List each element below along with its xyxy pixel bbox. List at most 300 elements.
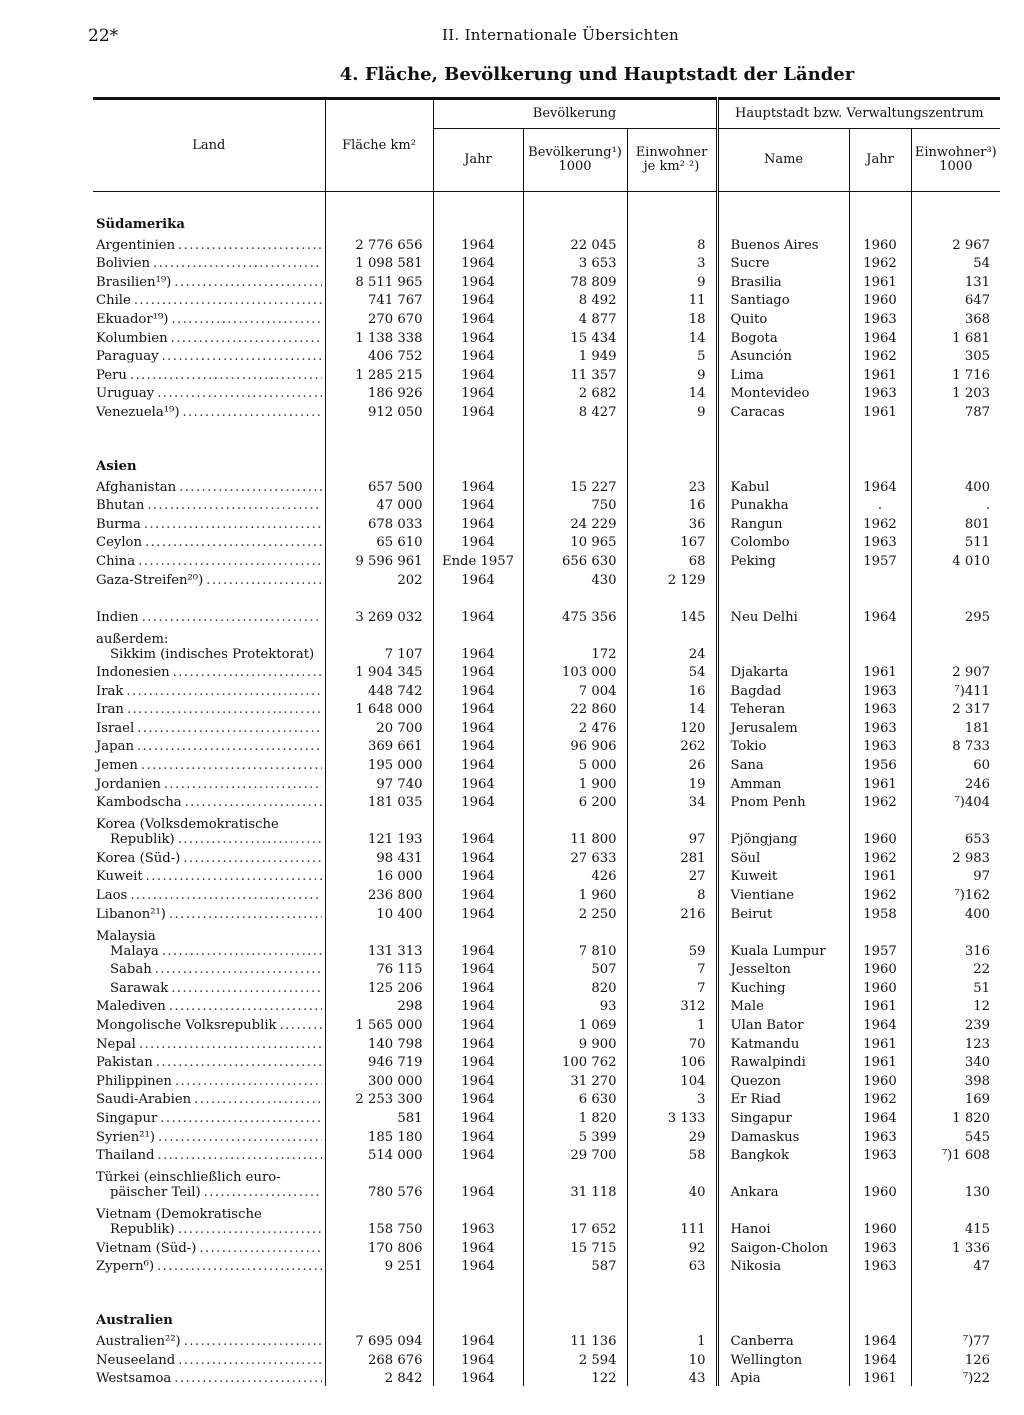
capital-pop-cell: 316 [911, 922, 1000, 959]
capital-year-cell: 1961 [849, 401, 911, 420]
density-cell: 111 [627, 1200, 717, 1237]
country-prefix: Korea (Volksdemokratische [96, 817, 279, 833]
population-cell: 31 270 [523, 1070, 627, 1089]
empty-cell [523, 434, 627, 476]
capital-pop-cell: 647 [911, 290, 1000, 309]
population-cell: 11 800 [523, 810, 627, 847]
capital-name-cell: Hanoi [717, 1200, 849, 1237]
country-cell [93, 903, 325, 922]
country-name: Burma [96, 516, 141, 532]
capital-pop-cell: 4 010 [911, 550, 1000, 569]
capital-pop-cell: 653 [911, 810, 1000, 847]
empty-cell [627, 420, 717, 434]
year-cell: 1964 [433, 253, 523, 272]
table-row [93, 754, 1000, 773]
density-cell: 167 [627, 532, 717, 551]
country-cell [93, 308, 325, 327]
country-name: Brasilien¹⁹) [96, 274, 172, 290]
table-row [93, 922, 1000, 959]
capital-year-cell: 1956 [849, 754, 911, 773]
table-row [93, 401, 1000, 420]
capital-pop-cell: 1 336 [911, 1237, 1000, 1256]
capital-year-cell: 1964 [849, 1349, 911, 1368]
capital-pop-cell: 801 [911, 513, 1000, 532]
country-cell [93, 625, 325, 662]
table-row [93, 1163, 1000, 1200]
country-cell [93, 736, 325, 755]
empty-cell [717, 420, 849, 434]
population-cell: 93 [523, 996, 627, 1015]
table-row [93, 1126, 1000, 1145]
population-cell: 750 [523, 495, 627, 514]
capital-name-cell: Quezon [717, 1070, 849, 1089]
area-cell: 912 050 [325, 401, 433, 420]
capital-name-cell: Singapur [717, 1107, 849, 1126]
population-cell: 172 [523, 625, 627, 662]
density-cell: 3 [627, 1089, 717, 1108]
empty-cell [717, 434, 849, 476]
capital-pop-cell [911, 569, 1000, 588]
country-name: Peru [96, 367, 127, 383]
density-cell: 7 [627, 977, 717, 996]
country-name: Jordanien [96, 776, 161, 792]
density-cell: 120 [627, 717, 717, 736]
year-cell: 1964 [433, 903, 523, 922]
country-cell [93, 569, 325, 588]
population-cell: 78 809 [523, 271, 627, 290]
capital-pop-cell: 1 820 [911, 1107, 1000, 1126]
country-cell [93, 959, 325, 978]
country-name: Philippinen [96, 1073, 172, 1089]
capital-year-cell: 1964 [849, 1330, 911, 1349]
density-cell: 216 [627, 903, 717, 922]
capital-pop-cell: 2 907 [911, 662, 1000, 681]
capital-name-cell: Bogota [717, 327, 849, 346]
area-cell: 2 253 300 [325, 1089, 433, 1108]
population-cell: 6 630 [523, 1089, 627, 1108]
capital-year-cell: 1962 [849, 513, 911, 532]
country-name: Gaza-Streifen²⁰) [96, 572, 204, 588]
country-name: Malaya [110, 943, 159, 959]
table-row [93, 253, 1000, 272]
country-cell [93, 680, 325, 699]
capital-pop-cell: 295 [911, 588, 1000, 625]
table-row [93, 717, 1000, 736]
capital-name-cell: Apia [717, 1368, 849, 1387]
capital-pop-cell: 54 [911, 253, 1000, 272]
table-row [93, 308, 1000, 327]
country-name: Libanon²¹) [96, 906, 166, 922]
country-name: Republik) [110, 832, 175, 848]
capital-year-cell: 1962 [849, 847, 911, 866]
section-row [93, 192, 1000, 235]
country-name: Ceylon [96, 535, 142, 551]
area-cell: 16 000 [325, 866, 433, 885]
table-row [93, 476, 1000, 495]
density-cell: 5 [627, 346, 717, 365]
capital-name-cell: Jerusalem [717, 717, 849, 736]
area-cell: 270 670 [325, 308, 433, 327]
capital-pop-cell: 126 [911, 1349, 1000, 1368]
capital-pop-cell: 2 967 [911, 234, 1000, 253]
col-flaeche: Fläche km² [325, 99, 433, 192]
country-name: Uruguay [96, 386, 155, 402]
section-gap [93, 1274, 1000, 1288]
capital-year-cell: 1960 [849, 290, 911, 309]
capital-pop-cell: 787 [911, 401, 1000, 420]
year-cell: 1964 [433, 1368, 523, 1387]
capital-name-cell: Lima [717, 364, 849, 383]
capital-year-cell: 1962 [849, 1089, 911, 1108]
year-cell: 1964 [433, 364, 523, 383]
density-cell: 54 [627, 662, 717, 681]
population-cell: 4 877 [523, 308, 627, 327]
country-cell [93, 996, 325, 1015]
country-cell [93, 1163, 325, 1200]
capital-name-cell: Sucre [717, 253, 849, 272]
country-name: Chile [96, 293, 131, 309]
empty-cell [433, 192, 523, 235]
population-cell: 100 762 [523, 1052, 627, 1071]
density-cell: 9 [627, 364, 717, 383]
year-cell: 1964 [433, 866, 523, 885]
population-cell: 3 653 [523, 253, 627, 272]
density-cell: 3 133 [627, 1107, 717, 1126]
country-cell [93, 476, 325, 495]
empty-cell [911, 192, 1000, 235]
year-cell: 1964 [433, 625, 523, 662]
capital-year-cell: 1963 [849, 383, 911, 402]
population-cell: 122 [523, 1368, 627, 1387]
country-cell [93, 810, 325, 847]
capital-name-cell [717, 569, 849, 588]
area-cell: 369 661 [325, 736, 433, 755]
country-cell [93, 922, 325, 959]
capital-name-cell: Damaskus [717, 1126, 849, 1145]
col-land: Land [93, 99, 325, 192]
table-row [93, 1330, 1000, 1349]
empty-cell [523, 420, 627, 434]
density-cell: 11 [627, 290, 717, 309]
capital-name-cell: Teheran [717, 699, 849, 718]
density-cell: 312 [627, 996, 717, 1015]
country-cell [93, 699, 325, 718]
table-row [93, 1237, 1000, 1256]
area-cell: 2 842 [325, 1368, 433, 1387]
empty-cell [717, 192, 849, 235]
capital-year-cell: 1957 [849, 922, 911, 959]
country-name: Sarawak [110, 980, 169, 996]
capital-year-cell: 1962 [849, 346, 911, 365]
capital-pop-cell: 47 [911, 1256, 1000, 1275]
empty-cell [911, 434, 1000, 476]
capital-pop-cell: 181 [911, 717, 1000, 736]
year-cell: 1964 [433, 383, 523, 402]
capital-year-cell: 1958 [849, 903, 911, 922]
table-row [93, 234, 1000, 253]
empty-cell [93, 1274, 325, 1288]
table-row [93, 1014, 1000, 1033]
empty-cell [911, 420, 1000, 434]
density-cell: 145 [627, 588, 717, 625]
table-row [93, 847, 1000, 866]
area-cell: 514 000 [325, 1145, 433, 1164]
country-name: Westsamoa [96, 1371, 172, 1387]
empty-cell [523, 1274, 627, 1288]
population-cell: 8 427 [523, 401, 627, 420]
density-cell: 8 [627, 234, 717, 253]
density-cell: 68 [627, 550, 717, 569]
country-name: Afghanistan [96, 479, 177, 495]
density-cell: 1 [627, 1014, 717, 1033]
capital-year-cell: 1962 [849, 253, 911, 272]
area-cell: 195 000 [325, 754, 433, 773]
section-row [93, 1288, 1000, 1330]
capital-pop-cell: 22 [911, 959, 1000, 978]
density-cell: 29 [627, 1126, 717, 1145]
capital-year-cell: 1961 [849, 1368, 911, 1387]
population-cell: 7 810 [523, 922, 627, 959]
country-cell [93, 1330, 325, 1349]
page-number: 22* [88, 26, 119, 46]
section-title: Südamerika [96, 217, 185, 232]
running-head: II. Internationale Übersichten [442, 26, 679, 44]
population-cell: 820 [523, 977, 627, 996]
capital-pop-cell: 1 681 [911, 327, 1000, 346]
capital-pop-cell: 123 [911, 1033, 1000, 1052]
capital-year-cell: 1964 [849, 1107, 911, 1126]
table-row [93, 680, 1000, 699]
country-cell [93, 588, 325, 625]
empty-cell [523, 192, 627, 235]
area-cell: 1 648 000 [325, 699, 433, 718]
area-cell: 1 285 215 [325, 364, 433, 383]
density-cell: 24 [627, 625, 717, 662]
capital-name-cell: Rangun [717, 513, 849, 532]
population-cell: 22 860 [523, 699, 627, 718]
capital-pop-cell: ⁷)1 608 [911, 1145, 1000, 1164]
capital-pop-cell: 398 [911, 1070, 1000, 1089]
population-cell: 1 960 [523, 884, 627, 903]
empty-cell [325, 1274, 433, 1288]
density-cell: 104 [627, 1070, 717, 1089]
country-name: Republik) [110, 1222, 175, 1238]
capital-name-cell: Neu Delhi [717, 588, 849, 625]
area-cell: 7 107 [325, 625, 433, 662]
population-cell: 96 906 [523, 736, 627, 755]
capital-year-cell: 1964 [849, 1014, 911, 1033]
year-cell: 1964 [433, 1033, 523, 1052]
density-cell: 43 [627, 1368, 717, 1387]
capital-name-cell: Amman [717, 773, 849, 792]
area-cell: 678 033 [325, 513, 433, 532]
year-cell: 1964 [433, 1014, 523, 1033]
col-hs-einwohner: Einwohner³) 1000 [911, 129, 1000, 192]
capital-pop-cell: ⁷)22 [911, 1368, 1000, 1387]
capital-name-cell: Buenos Aires [717, 234, 849, 253]
country-name: Laos [96, 888, 128, 904]
table-row [93, 959, 1000, 978]
area-cell: 47 000 [325, 495, 433, 514]
empty-cell [433, 1288, 523, 1330]
area-cell: 65 610 [325, 532, 433, 551]
country-name: Sikkim (indisches Protektorat) [110, 646, 315, 662]
empty-cell [433, 420, 523, 434]
capital-name-cell: Er Riad [717, 1089, 849, 1108]
year-cell: 1964 [433, 1070, 523, 1089]
year-cell: 1964 [433, 1089, 523, 1108]
country-cell [93, 1200, 325, 1237]
year-cell: 1964 [433, 1349, 523, 1368]
country-name: Israel [96, 720, 135, 736]
country-name: Indonesien [96, 665, 170, 681]
density-cell: 16 [627, 495, 717, 514]
capital-pop-cell: 545 [911, 1126, 1000, 1145]
capital-year-cell: 1960 [849, 810, 911, 847]
capital-year-cell: 1961 [849, 866, 911, 885]
capital-year-cell: 1960 [849, 1070, 911, 1089]
capital-pop-cell: 1 716 [911, 364, 1000, 383]
country-name: Mongolische Volksrepublik [96, 1018, 277, 1033]
empty-cell [627, 192, 717, 235]
density-cell: 16 [627, 680, 717, 699]
capital-year-cell: 1960 [849, 977, 911, 996]
capital-name-cell: Saigon-Cholon [717, 1237, 849, 1256]
capital-year-cell: 1963 [849, 308, 911, 327]
area-cell: 1 565 000 [325, 1014, 433, 1033]
country-cell [93, 1070, 325, 1089]
country-name: Neuseeland [96, 1352, 176, 1368]
density-cell: 14 [627, 699, 717, 718]
table-row [93, 532, 1000, 551]
capital-name-cell: Tokio [717, 736, 849, 755]
area-cell: 236 800 [325, 884, 433, 903]
year-cell: 1964 [433, 234, 523, 253]
density-cell: 106 [627, 1052, 717, 1071]
country-cell [93, 1126, 325, 1145]
area-cell: 9 596 961 [325, 550, 433, 569]
capital-name-cell: Ulan Bator [717, 1014, 849, 1033]
population-cell: 1 900 [523, 773, 627, 792]
population-cell: 24 229 [523, 513, 627, 532]
density-cell: 58 [627, 1145, 717, 1164]
capital-name-cell: Santiago [717, 290, 849, 309]
year-cell: 1964 [433, 569, 523, 588]
density-cell: 14 [627, 327, 717, 346]
country-cell [93, 717, 325, 736]
table-body [93, 192, 1000, 1387]
area-cell: 202 [325, 569, 433, 588]
empty-cell [325, 192, 433, 235]
capital-pop-cell: 131 [911, 271, 1000, 290]
capital-pop-cell: 97 [911, 866, 1000, 885]
capital-name-cell: Katmandu [717, 1033, 849, 1052]
year-cell: 1964 [433, 996, 523, 1015]
capital-name-cell: Djakarta [717, 662, 849, 681]
density-cell: 7 [627, 959, 717, 978]
population-cell: 5 000 [523, 754, 627, 773]
col-name: Name [717, 129, 849, 192]
table-row [93, 1145, 1000, 1164]
country-name: päischer Teil) [110, 1185, 201, 1201]
country-cell [93, 327, 325, 346]
capital-name-cell: Brasilia [717, 271, 849, 290]
area-cell: 946 719 [325, 1052, 433, 1071]
density-cell: 281 [627, 847, 717, 866]
empty-cell [627, 434, 717, 476]
country-name: Japan [96, 739, 134, 755]
population-cell: 103 000 [523, 662, 627, 681]
area-cell: 186 926 [325, 383, 433, 402]
area-cell: 1 098 581 [325, 253, 433, 272]
country-cell [93, 550, 325, 569]
country-name: Zypern⁶) [96, 1259, 155, 1275]
population-cell: 29 700 [523, 1145, 627, 1164]
population-cell: 15 434 [523, 327, 627, 346]
col-jahr: Jahr [433, 129, 523, 192]
year-cell: 1964 [433, 532, 523, 551]
area-cell: 3 269 032 [325, 588, 433, 625]
population-cell: 430 [523, 569, 627, 588]
density-cell: 23 [627, 476, 717, 495]
country-name: Kuweit [96, 869, 143, 885]
capital-year-cell: 1960 [849, 1163, 911, 1200]
country-cell [93, 662, 325, 681]
capital-pop-cell: 130 [911, 1163, 1000, 1200]
population-cell: 11 357 [523, 364, 627, 383]
table-row [93, 866, 1000, 885]
population-cell: 31 118 [523, 1163, 627, 1200]
capital-year-cell: 1963 [849, 532, 911, 551]
country-cell [93, 234, 325, 253]
area-cell: 657 500 [325, 476, 433, 495]
year-cell: 1964 [433, 308, 523, 327]
country-name: Saudi-Arabien [96, 1092, 192, 1108]
density-cell: 262 [627, 736, 717, 755]
capital-pop-cell: . [911, 495, 1000, 514]
empty-cell [523, 1288, 627, 1330]
capital-year-cell: 1963 [849, 1237, 911, 1256]
capital-name-cell: Caracas [717, 401, 849, 420]
area-cell: 170 806 [325, 1237, 433, 1256]
country-cell [93, 754, 325, 773]
capital-pop-cell [911, 625, 1000, 662]
area-cell: 1 138 338 [325, 327, 433, 346]
country-cell [93, 847, 325, 866]
empty-cell [325, 420, 433, 434]
year-cell: 1964 [433, 662, 523, 681]
area-cell: 2 776 656 [325, 234, 433, 253]
table-row [93, 699, 1000, 718]
table-row [93, 1256, 1000, 1275]
capital-year-cell: 1963 [849, 1256, 911, 1275]
density-cell: 34 [627, 792, 717, 811]
population-cell: 9 900 [523, 1033, 627, 1052]
capital-pop-cell: 51 [911, 977, 1000, 996]
country-prefix: außerdem: [96, 631, 169, 647]
country-cell [93, 346, 325, 365]
capital-name-cell: Nikosia [717, 1256, 849, 1275]
density-cell: 2 129 [627, 569, 717, 588]
density-cell: 9 [627, 271, 717, 290]
country-name: Jemen [96, 758, 138, 774]
section-row [93, 434, 1000, 476]
empty-cell [627, 1274, 717, 1288]
density-cell: 14 [627, 383, 717, 402]
country-cell [93, 773, 325, 792]
table-row [93, 1368, 1000, 1387]
capital-name-cell: Sana [717, 754, 849, 773]
